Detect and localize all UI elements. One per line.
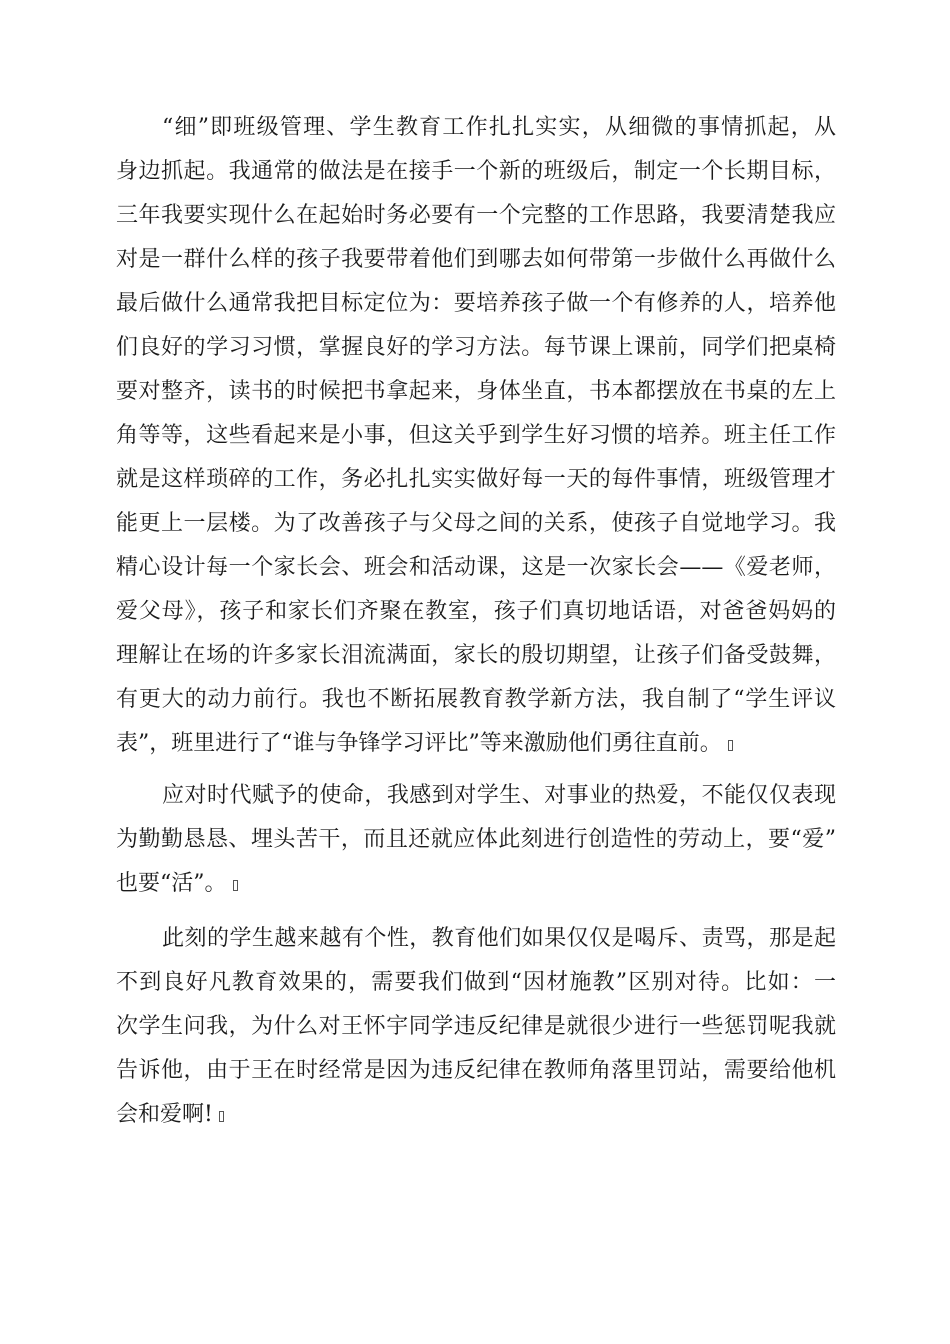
paragraph-line	[116, 1100, 836, 1130]
paragraph-mark-icon	[728, 740, 733, 751]
paragraph-line-text: 会和爱啊!	[116, 1102, 213, 1127]
paragraph-line: 就是这样琐碎的工作，务必扎扎实实做好每一天的每件事情，班级管理才	[116, 467, 836, 492]
paragraph-line: 有更大的动力前行。我也不断拓展教育教学新方法，我自制了“学生评议	[116, 687, 836, 712]
paragraph-line: 三年我要实现什么在起始时务必要有一个完整的工作思路，我要清楚我应	[116, 203, 836, 228]
paragraph-mark-icon	[219, 1111, 224, 1122]
paragraph-line: 理解让在场的许多家长泪流满面，家长的殷切期望，让孩子们备受鼓舞，	[116, 643, 836, 668]
paragraph-line: 告诉他，由于王在时经常是因为违反纪律在教师角落里罚站，需要给他机	[116, 1058, 836, 1083]
paragraph-line: 为勤勤恳恳、埋头苦干，而且还就应体此刻进行创造性的劳动上，要“爱”	[116, 827, 836, 852]
paragraph-line: 应对时代赋予的使命，我感到对学生、对事业的热爱，不能仅仅表现	[162, 783, 836, 808]
paragraph-line: 身边抓起。我通常的做法是在接手一个新的班级后，制定一个长期目标，	[116, 159, 836, 184]
paragraph-line: 爱父母》，孩子和家长们齐聚在教室，孩子们真切地话语，对爸爸妈妈的	[116, 599, 836, 624]
paragraph-line: 对是一群什么样的孩子我要带着他们到哪去如何带第一步做什么再做什么	[116, 247, 836, 272]
paragraph-line: 此刻的学生越来越有个性，教育他们如果仅仅是喝斥、责骂，那是起	[162, 926, 836, 951]
paragraph-line: 们良好的学习习惯，掌握良好的学习方法。每节课上课前，同学们把桌椅	[116, 335, 836, 360]
paragraph-line: 最后做什么通常我把目标定位为：要培养孩子做一个有修养的人，培养他	[116, 291, 836, 316]
paragraph-line-text: 表”，班里进行了“谁与争锋学习评比”等来激励他们勇往直前。	[116, 731, 722, 756]
paragraph-line: 要对整齐，读书的时候把书拿起来，身体坐直，书本都摆放在书桌的左上	[116, 379, 836, 404]
paragraph-line: 精心设计每一个家长会、班会和活动课，这是一次家长会——《爱老师，	[116, 555, 836, 580]
paragraph-line: 不到良好凡教育效果的，需要我们做到“因材施教”区别对待。比如：一	[116, 970, 836, 995]
paragraph-line	[116, 869, 836, 899]
paragraph-line: 次学生问我，为什么对王怀宇同学违反纪律是就很少进行一些惩罚呢我就	[116, 1014, 836, 1039]
paragraph-line-text: 也要“活”。	[116, 871, 227, 896]
paragraph-mark-icon	[233, 880, 238, 891]
paragraph-line: 能更上一层楼。为了改善孩子与父母之间的关系，使孩子自觉地学习。我	[116, 511, 836, 536]
paragraph-line: 角等等，这些看起来是小事，但这关乎到学生好习惯的培养。班主任工作	[116, 423, 836, 448]
paragraph-line: “细”即班级管理、学生教育工作扎扎实实，从细微的事情抓起，从	[162, 115, 836, 140]
paragraph-line	[116, 729, 836, 759]
